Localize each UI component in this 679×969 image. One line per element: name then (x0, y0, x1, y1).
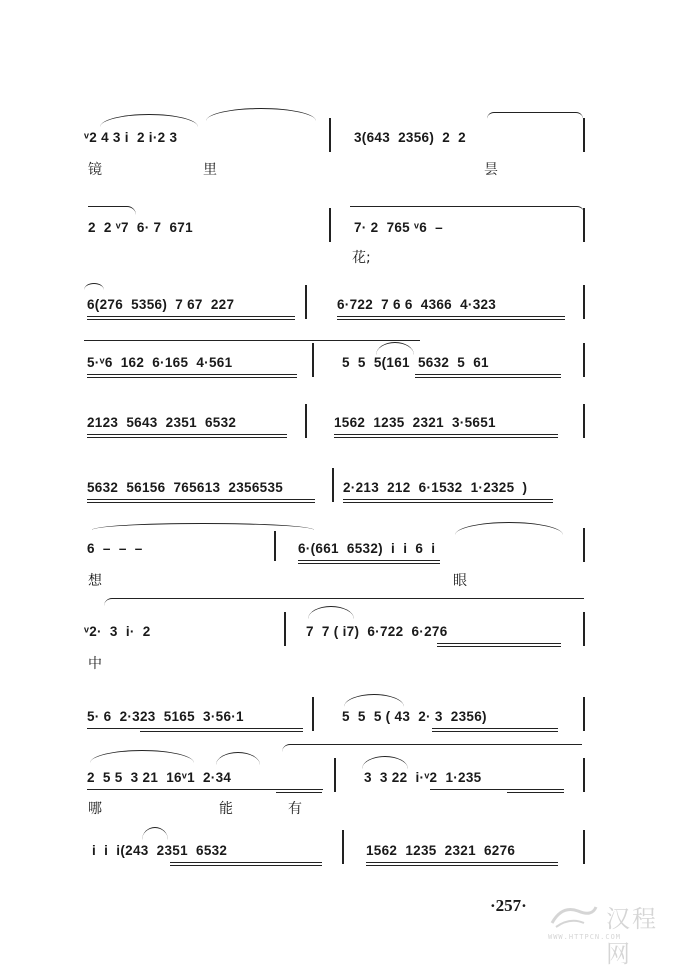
barline (274, 531, 276, 561)
underline (140, 731, 303, 732)
notes-line-1b: 3(643 2356) 2 2 (354, 130, 466, 145)
barline (284, 612, 286, 646)
underline (343, 502, 553, 503)
slur (216, 752, 260, 765)
underline (415, 377, 561, 378)
barline (583, 612, 585, 646)
barline (583, 343, 585, 377)
notes-line-8a: ᵛ2· 3 i· 2 (84, 624, 151, 639)
underline (334, 437, 558, 438)
barline (583, 118, 585, 152)
notes-line-9b: 5 5 5 ( 43 2· 3 2356) (342, 709, 487, 724)
barline (305, 404, 307, 438)
underline (87, 377, 297, 378)
lyric: 中 (88, 656, 102, 672)
underline (87, 437, 287, 438)
slur (308, 606, 354, 619)
notes-line-2a: 2 2 ᵛ7 6· 7 671 (88, 220, 193, 235)
notes-line-9a: 5· 6 2·323 5165 3·56·1 (87, 709, 244, 724)
slur (206, 108, 316, 121)
barline (583, 528, 585, 562)
barline (305, 285, 307, 319)
barline (332, 468, 334, 502)
notes-line-2b: 7· 2 765 ᵛ6 – (354, 220, 443, 235)
lyric: 想 (88, 573, 102, 589)
underline (170, 865, 322, 866)
underline (366, 862, 558, 863)
notes-line-1a: ᵛ2 4 3 i 2 i·2 3 (84, 130, 178, 145)
underline (437, 643, 561, 644)
underline (432, 731, 558, 732)
barline (329, 118, 331, 152)
underline (87, 789, 323, 790)
slur (84, 340, 420, 345)
slur (344, 694, 404, 707)
underline (343, 499, 553, 500)
watermark-text: 汉程网 (606, 905, 658, 968)
underline (337, 319, 565, 320)
barline (583, 830, 585, 864)
slur (90, 750, 194, 763)
barline (334, 758, 336, 792)
notes-line-7b: 6·(661 6532) i i 6 i (298, 541, 436, 556)
notes-line-10b: 3 3 22 i·ᵛ2 1·235 (364, 770, 482, 785)
slur (104, 598, 584, 607)
notes-line-3b: 6·722 7 6 6 4366 4·323 (337, 297, 497, 312)
slur (84, 283, 104, 290)
underline (432, 728, 558, 729)
barline (329, 208, 331, 242)
lyric: 能 (219, 801, 233, 817)
lyric: 里 (203, 162, 217, 178)
underline (276, 792, 322, 793)
slur (487, 112, 583, 119)
notes-line-11b: 1562 1235 2321 6276 (366, 843, 516, 858)
barline (583, 404, 585, 438)
slur (282, 744, 582, 753)
page-number: ·257· (490, 896, 527, 915)
notes-line-7a: 6 – – – (87, 541, 143, 556)
lyric: 昙 (484, 162, 498, 178)
notes-line-6a: 5632 56156 765613 2356535 (87, 480, 284, 495)
slur (350, 206, 584, 213)
underline (366, 865, 558, 866)
underline (430, 789, 564, 790)
barline (312, 697, 314, 731)
notes-line-5b: 1562 1235 2321 3·5651 (334, 415, 496, 430)
watermark-url: WWW.HTTPCN.COM (548, 933, 622, 941)
lyric: 眼 (453, 573, 467, 589)
notes-line-3a: 6(276 5356) 7 67 227 (87, 297, 235, 312)
notes-line-4a: 5·ᵛ6 162 6·165 4·561 (87, 355, 233, 370)
underline (298, 563, 440, 564)
notes-line-8b: 7 7 ( i7) 6·722 6·276 (306, 624, 448, 639)
barline (583, 208, 585, 242)
barline (312, 343, 314, 377)
underline (415, 374, 561, 375)
slur (100, 114, 198, 127)
underline (337, 316, 565, 317)
notes-line-11a: i i i(243 2351 6532 (92, 843, 228, 858)
underline (87, 728, 303, 729)
lyric: 花; (352, 250, 371, 266)
notes-line-10a: 2 5 5 3 21 16ᵛ1 2·34 (87, 770, 232, 785)
underline (87, 319, 295, 320)
watermark (548, 899, 668, 968)
underline (437, 646, 561, 647)
underline (87, 502, 315, 503)
underline (87, 434, 287, 435)
lyric: 有 (288, 801, 302, 817)
barline (583, 285, 585, 319)
barline (342, 830, 344, 864)
slur (455, 522, 563, 535)
underline (507, 792, 564, 793)
underline (170, 862, 322, 863)
barline (583, 697, 585, 731)
underline (87, 374, 297, 375)
watermark-logo-icon (548, 901, 600, 931)
barline (583, 758, 585, 792)
notes-line-6b: 2·213 212 6·1532 1·2325 ) (343, 480, 528, 495)
underline (87, 499, 315, 500)
slur (88, 206, 136, 215)
slur (92, 523, 314, 530)
lyric: 镜 (88, 162, 102, 178)
underline (298, 560, 440, 561)
slur (362, 756, 408, 769)
underline (334, 434, 558, 435)
notes-line-4b: 5 5 5(161 5632 5 61 (342, 355, 489, 370)
lyric: 哪 (88, 801, 102, 817)
notes-line-5a: 2123 5643 2351 6532 (87, 415, 237, 430)
slur (142, 827, 168, 840)
underline (87, 316, 295, 317)
